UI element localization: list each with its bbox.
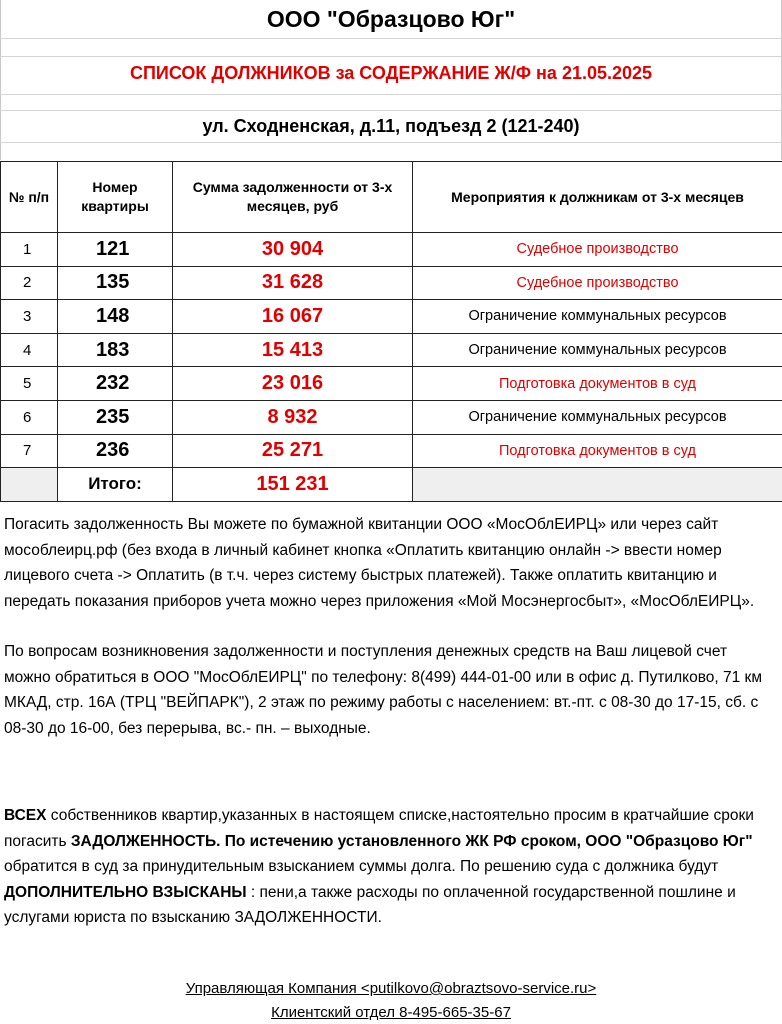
debt-amount: 31 628 (173, 266, 413, 300)
row-number: 4 (1, 333, 58, 367)
total-empty-cell (1, 468, 58, 502)
debt-action: Подготовка документов в суд (413, 434, 782, 468)
footer-client-phone[interactable]: Клиентский отдел 8-495-665-35-67 (271, 1004, 511, 1021)
table-row (1, 400, 782, 434)
list-title: СПИСОК ДОЛЖНИКОВ за СОДЕРЖАНИЕ Ж/Ф на 21.05.2025 (129, 63, 653, 83)
table-header-row (1, 162, 782, 233)
footer-company-email[interactable]: Управляющая Компания <putilkovo@obraztsovo-service.ru> (185, 980, 597, 997)
debt-amount: 8 932 (173, 400, 413, 434)
col-header-number: № п/п (1, 162, 58, 233)
table-row (1, 333, 782, 367)
payment-info: Погасить задолженность Вы можете по бумажной квитанции ООО «МосОблЕИРЦ» или через сайт мособлеирц.рф (без входа в личный кабинет кнопка «Оплатить квитанцию онлайн -> ввести номер лицевого счета -> Оплатить (в т.ч. через систему быстрых платежей). Также оплатить квитанцию и передать показания приборов учета можно через приложения «Мой Мосэнергосбыт», «МосОблЕИРЦ». (4, 516, 755, 610)
row-number: 6 (1, 400, 58, 434)
row-number: 1 (1, 233, 58, 267)
row-number: 7 (1, 434, 58, 468)
warning-bold: ЗАДОЛЖЕННОСТЬ. По истечению установленного ЖК РФ сроком, ООО "Образцово Юг" (70, 832, 753, 850)
row-number: 3 (1, 300, 58, 334)
warning-bold: ВСЕХ (4, 807, 47, 824)
debt-amount: 30 904 (173, 233, 413, 267)
contacts-info: По вопросам возникновения задолженности и поступления денежных средств на Ваш лицевой счет можно обратиться в ООО "МосОблЕИРЦ" по телефону: 8(499) 444-01-00 или в офис д. Путилково, 71 км МКАД, стр. 16А (ТРЦ "ВЕЙПАРК"), 2 этаж по режиму работы с населением: вт.-пт. с 08-30 до 17-15, сб. с 08-30 до 16-00, без перерыва, вс.- пн. – выходные. (4, 643, 762, 737)
debt-action: Ограничение коммунальных ресурсов (413, 333, 782, 367)
row-number: 5 (1, 367, 58, 401)
flat-number: 232 (58, 367, 173, 401)
debt-amount: 23 016 (173, 367, 413, 401)
flat-number: 148 (58, 300, 173, 334)
debt-amount: 16 067 (173, 300, 413, 334)
warning-text-part: : пени,а также расходы по оплаченной государственной пошлине и услугами юриста по взысканию ЗАДОЛЖЕННОСТИ. (4, 883, 736, 926)
company-title: ООО "Образцово Юг" (266, 6, 516, 32)
debt-action: Ограничение коммунальных ресурсов (413, 400, 782, 434)
debt-action: Судебное производство (413, 233, 782, 267)
warning-text-part: собственников квартир,указанных в настоящем списке,настоятельно просим в кратчайшие сроки погасить (4, 807, 754, 850)
grid-line (0, 110, 782, 111)
total-value: 151 231 (173, 468, 413, 502)
debt-amount: 25 271 (173, 434, 413, 468)
row-number: 2 (1, 266, 58, 300)
flat-number: 236 (58, 434, 173, 468)
warning-text (4, 803, 776, 931)
debt-action: Судебное производство (413, 266, 782, 300)
total-empty-cell (413, 468, 782, 502)
table-row (1, 367, 782, 401)
col-header-sum: Сумма задолженности от 3-х месяцев, руб (173, 162, 413, 233)
grid-line (0, 56, 782, 57)
table-row (1, 300, 782, 334)
table-row (1, 233, 782, 267)
flat-number: 183 (58, 333, 173, 367)
warning-text-part: обратится в суд за принудительным взысканием суммы долга. По решению суда с должника будут (4, 858, 719, 875)
debt-action: Ограничение коммунальных ресурсов (413, 300, 782, 334)
total-label: Итого: (58, 468, 173, 502)
grid-line (0, 142, 782, 143)
flat-number: 135 (58, 266, 173, 300)
address-line: ул. Сходненская, д.11, подъезд 2 (121-240) (202, 116, 580, 136)
flat-number: 121 (58, 233, 173, 267)
total-row (1, 468, 782, 502)
flat-number: 235 (58, 400, 173, 434)
debt-amount: 15 413 (173, 333, 413, 367)
grid-line (0, 38, 782, 39)
table-row (1, 266, 782, 300)
debtors-table (0, 161, 782, 502)
debt-action: Подготовка документов в суд (413, 367, 782, 401)
warning-bold: ДОПОЛНИТЕЛЬНО ВЗЫСКАНЫ (4, 883, 247, 901)
table-row (1, 434, 782, 468)
col-header-flat: Номер квартиры (58, 162, 173, 233)
col-header-action: Мероприятия к должникам от 3-х месяцев (413, 162, 782, 233)
grid-line (0, 94, 782, 95)
